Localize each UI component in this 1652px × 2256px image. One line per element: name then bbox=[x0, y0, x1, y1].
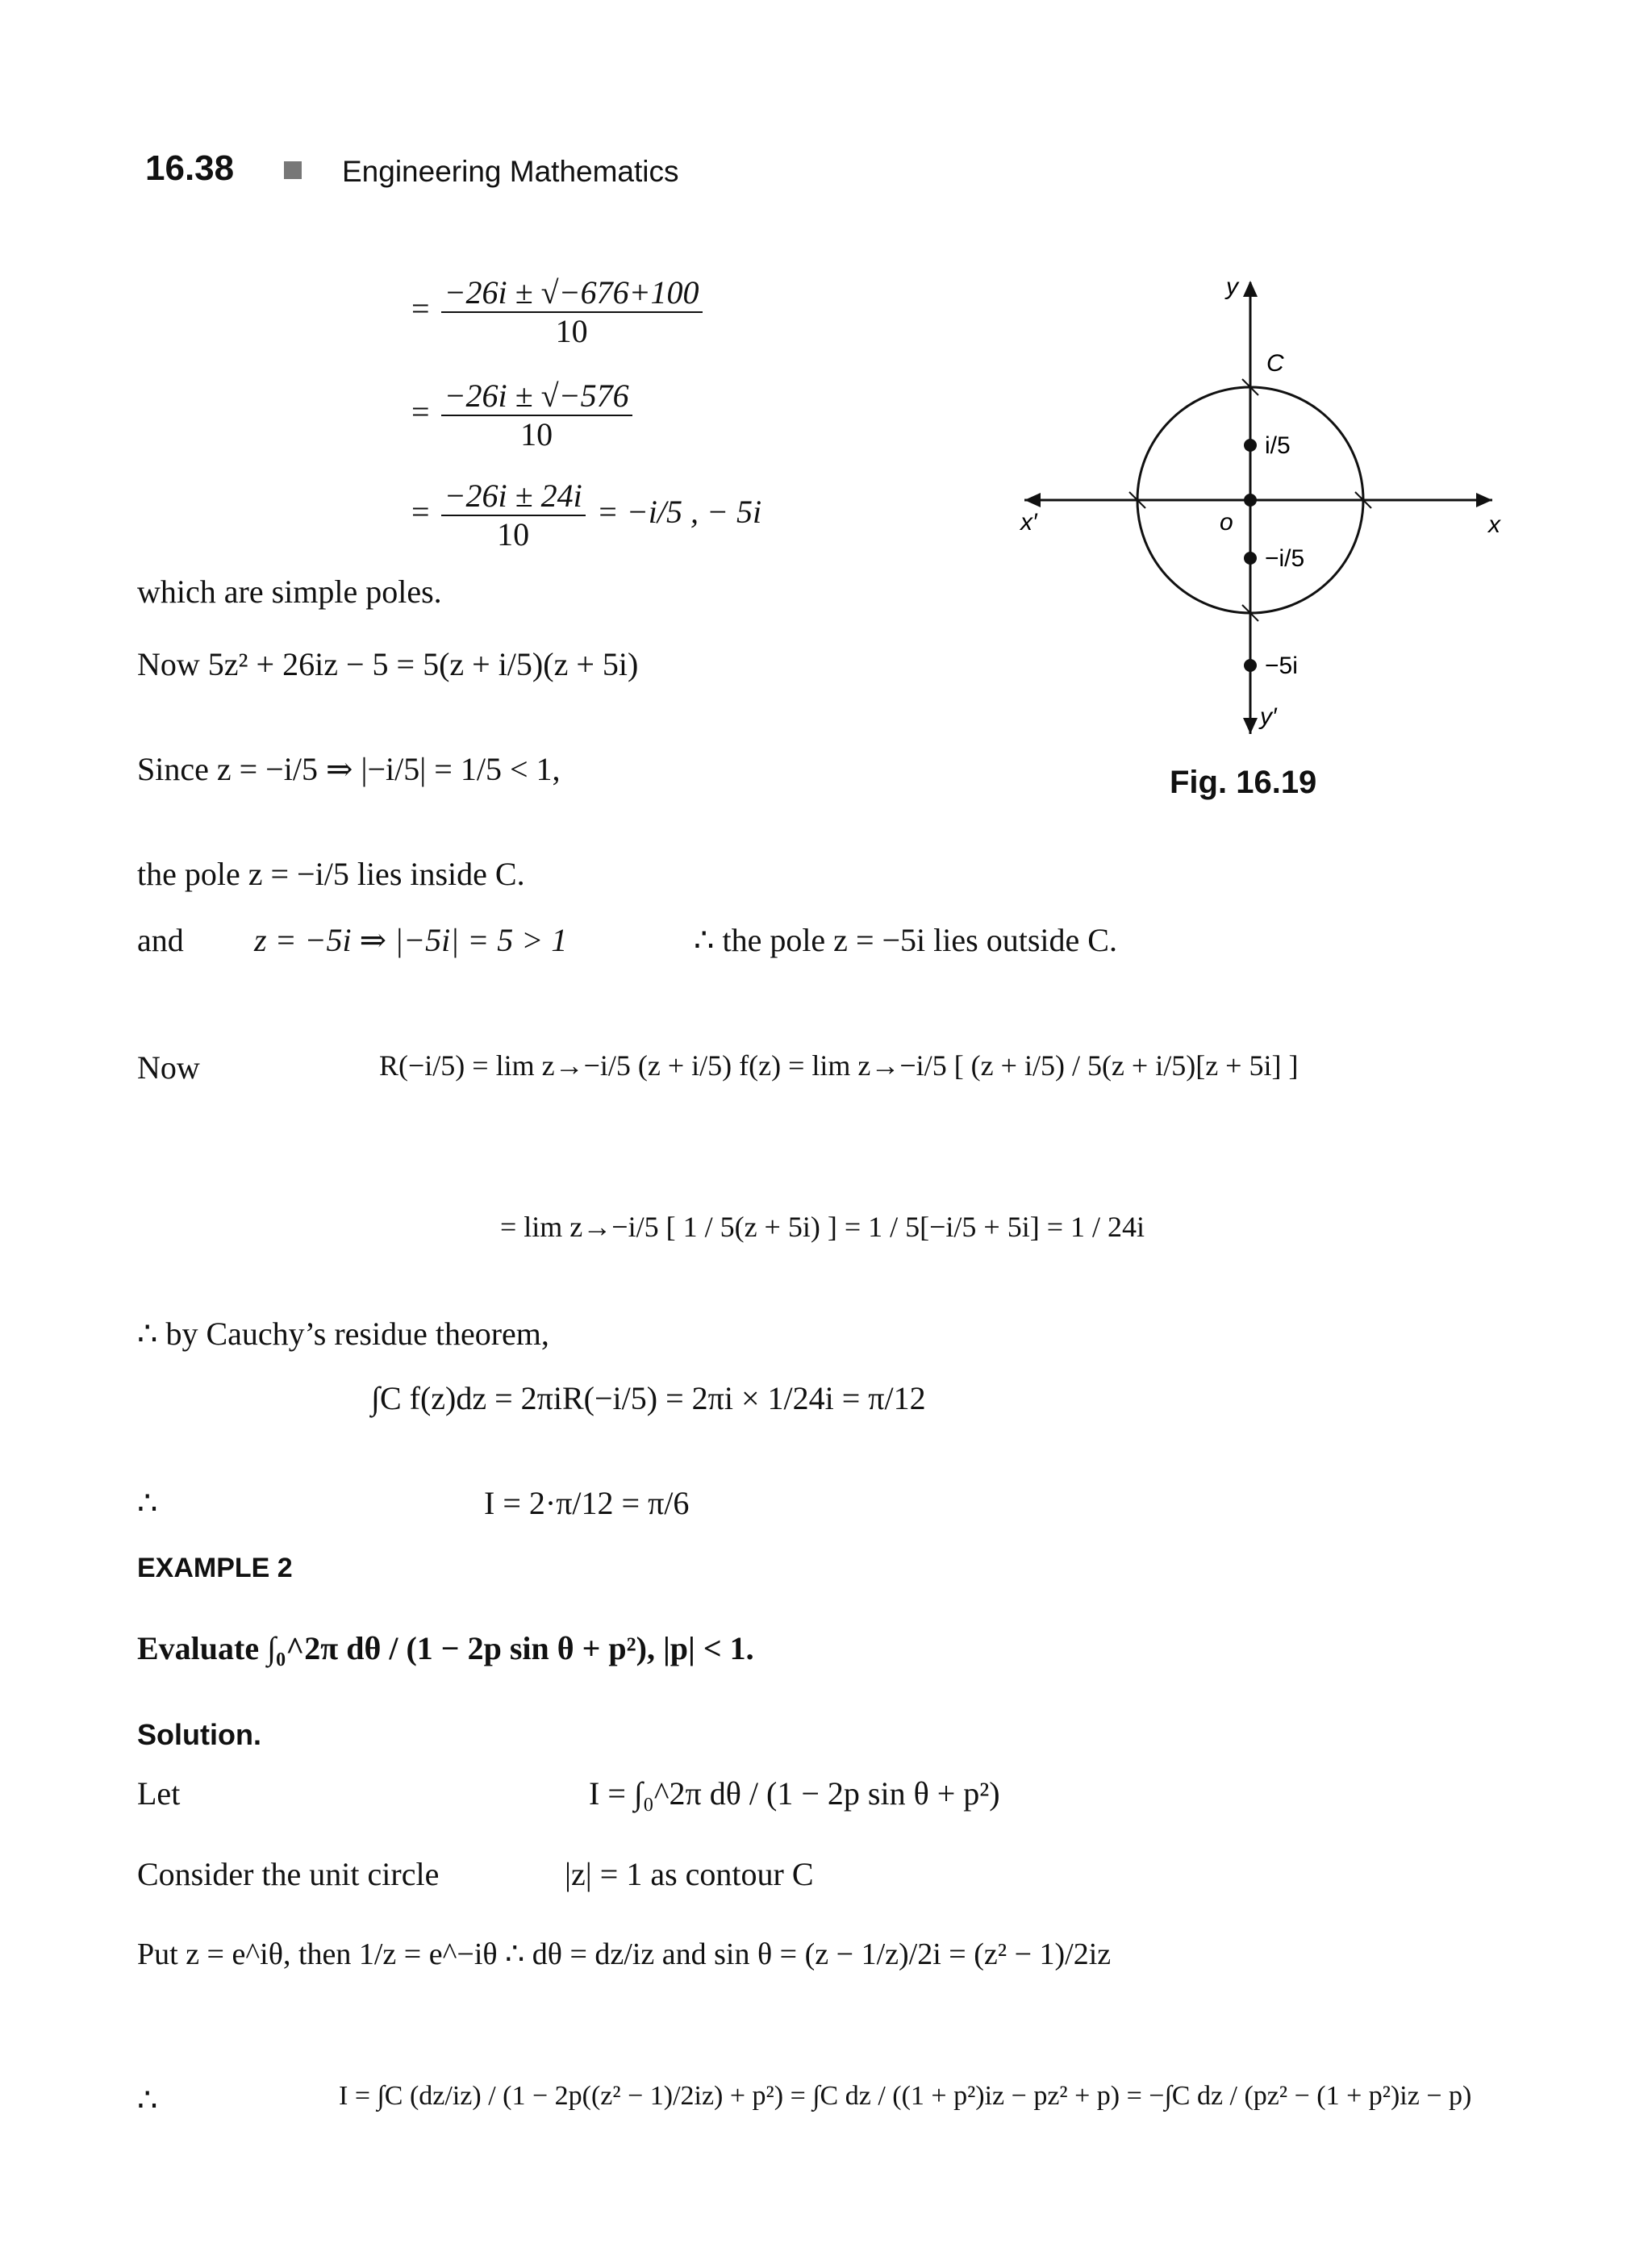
roots-line-2: = $\frac{-26i \pm √-576}{10}$ bbox=[411, 377, 636, 453]
roots-line-2-numerator: −26i ± √−576 bbox=[441, 377, 632, 416]
origin-dot bbox=[1244, 494, 1257, 507]
header-square-bullet bbox=[284, 161, 302, 179]
page-number: 16.38 bbox=[145, 148, 235, 188]
figure-caption: Fig. 16.19 bbox=[1170, 765, 1317, 800]
evaluate-line: Evaluate ∫₀^2π dθ / (1 − 2p sin θ + p²), |p| < 1. bbox=[137, 1630, 754, 1666]
simple-poles-text: which are simple poles. bbox=[137, 573, 442, 610]
pole-lower-label: −i/5 bbox=[1265, 545, 1305, 572]
unit-circle-text: Consider the unit circle bbox=[137, 1856, 440, 1892]
example-heading: EXAMPLE 2 bbox=[137, 1553, 293, 1583]
roots-line-3: = $\frac{-26i \pm 24i}{10}$ = −i/5 , − 5i bbox=[411, 477, 762, 553]
now-word: Now bbox=[137, 1049, 200, 1086]
roots-line-2-denominator: 10 bbox=[520, 416, 553, 452]
roots-line-3-result: = −i/5 , − 5i bbox=[596, 494, 762, 531]
I-result-line: I = 2·π/12 = π/6 bbox=[484, 1485, 690, 1521]
book-title: Engineering Mathematics bbox=[342, 155, 679, 188]
contour-integral-line: ∫C f(z)dz = 2πiR(−i/5) = 2πi × 1/24i = π/12 bbox=[371, 1380, 926, 1416]
x-axis-left-arrow-icon bbox=[1024, 493, 1041, 507]
pole-far-label: −5i bbox=[1265, 653, 1298, 679]
pole-outside-text: ∴ the pole z = −5i lies outside C. bbox=[694, 922, 1117, 958]
roots-line-1-denominator: 10 bbox=[555, 313, 588, 349]
cauchy-text: ∴ by Cauchy’s residue theorem, bbox=[137, 1316, 549, 1352]
x-label: x bbox=[1488, 511, 1500, 538]
pole-outside-condition: z = −5i ⇒ |−5i| = 5 > 1 bbox=[254, 922, 568, 958]
pole-inside-text: the pole z = −i/5 lies inside C. bbox=[137, 856, 525, 892]
residue-line-1: R(−i/5) = lim z→−i/5 (z + i/5) f(z) = lim z→−i/5 [ (z + i/5) / 5(z + i/5)[z + 5i] ] bbox=[379, 1049, 1299, 1082]
since-line: Since z = −i/5 ⇒ |−i/5| = 1/5 < 1, bbox=[137, 751, 561, 787]
roots-line-1: = $\frac{-26i \pm √-676+100}{10}$ bbox=[411, 274, 706, 350]
y-prime-label: y′ bbox=[1260, 703, 1277, 730]
x-prime-label: x′ bbox=[1020, 509, 1037, 536]
solution-heading: Solution. bbox=[137, 1718, 261, 1751]
y-axis-down-arrow-icon bbox=[1243, 718, 1258, 734]
final-integral-line: I = ∫C (dz/iz) / (1 − 2p((z² − 1)/2iz) + p²) = ∫C dz / ((1 + p²)iz − pz² + p) = −∫C dz / (pz² − (1 + p²)iz − p) bbox=[339, 2081, 1472, 2111]
y-label: y bbox=[1226, 273, 1238, 300]
y-axis-up-arrow-icon bbox=[1243, 281, 1258, 297]
let-integral: I = ∫₀^2π dθ / (1 − 2p sin θ + p²) bbox=[589, 1775, 1000, 1812]
roots-line-3-numerator: −26i ± 24i bbox=[441, 477, 586, 516]
contour-label: C bbox=[1266, 350, 1284, 377]
contour-text: |z| = 1 as contour C bbox=[565, 1856, 814, 1892]
therefore-symbol: ∴ bbox=[137, 1485, 158, 1521]
therefore-symbol-2: ∴ bbox=[137, 2082, 158, 2118]
let-word: Let bbox=[137, 1775, 181, 1812]
origin-label: o bbox=[1220, 509, 1233, 536]
substitution-line: Put z = e^iθ, then 1/z = e^−iθ ∴ dθ = dz/iz and sin θ = (z − 1/z)/2i = (z² − 1)/2iz bbox=[137, 1937, 1112, 1971]
x-axis-right-arrow-icon bbox=[1476, 493, 1492, 507]
pole-upper-label: i/5 bbox=[1265, 432, 1291, 459]
pole-lower-dot bbox=[1244, 552, 1257, 565]
roots-line-1-numerator: −26i ± √−676+100 bbox=[441, 274, 703, 313]
pole-upper-dot bbox=[1244, 439, 1257, 452]
and-word: and bbox=[137, 922, 184, 958]
roots-line-3-denominator: 10 bbox=[497, 516, 530, 553]
residue-line-2: = lim z→−i/5 [ 1 / 5(z + 5i) ] = 1 / 5[−i/5 + 5i] = 1 / 24i bbox=[500, 1211, 1145, 1243]
pole-far-dot bbox=[1244, 659, 1257, 672]
factorization-line: Now 5z² + 26iz − 5 = 5(z + i/5)(z + 5i) bbox=[137, 646, 639, 682]
contour-figure bbox=[992, 258, 1525, 742]
